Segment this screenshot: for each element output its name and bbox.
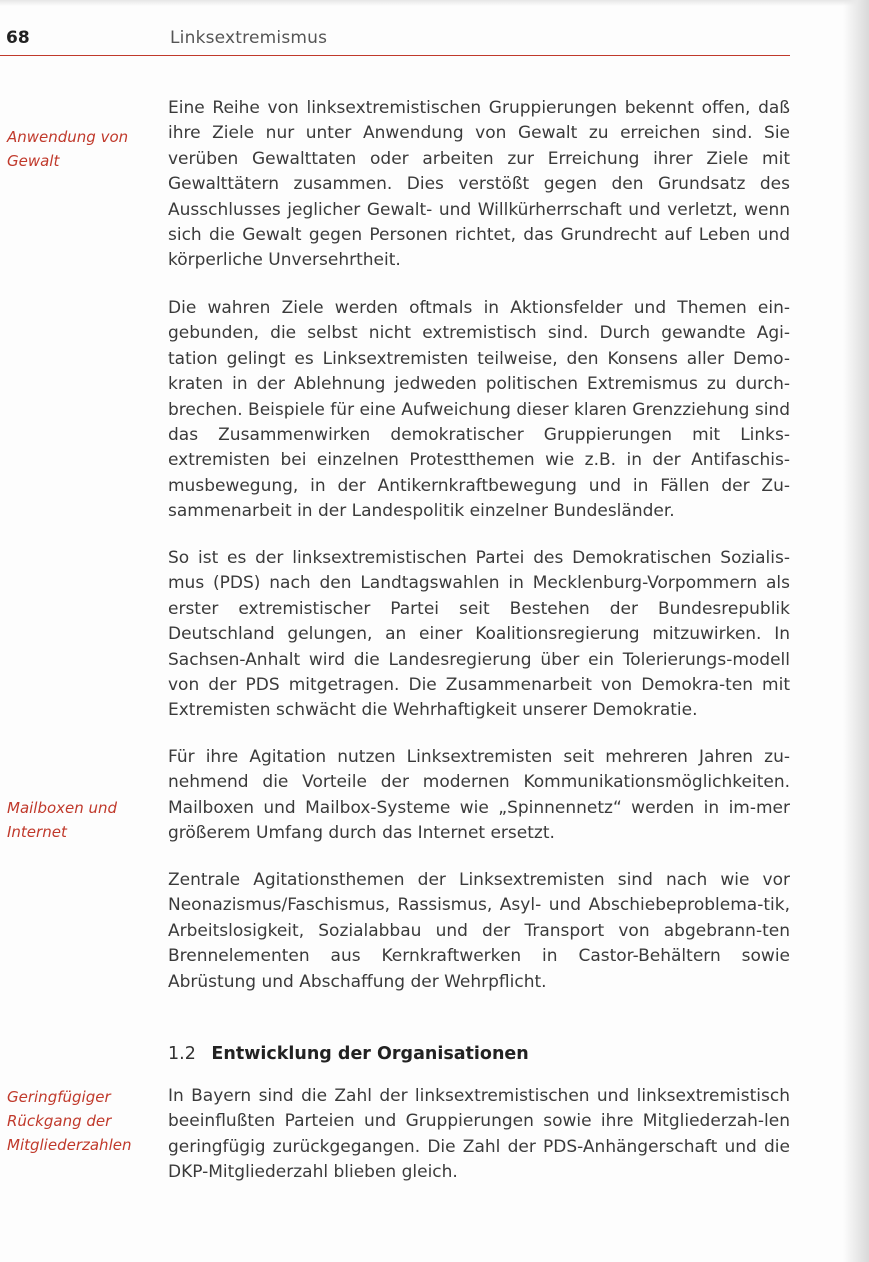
paragraph-organisationen: In Bayern sind die Zahl der linksextremistischen und linksextremistisch beeinflußten Parteien und Gruppierungen sowie ihre Mitgliederzah-len geringfügig zurückgegangen. Die Zahl der PDS-Anhängerschaft und die DKP-Mitgliederzahl blieben gleich.	[168, 1086, 790, 1183]
section-number: 1.2	[168, 1044, 196, 1064]
margin-note-mailboxen	[7, 796, 157, 844]
margin-note-line: Geringfügiger	[7, 1088, 111, 1106]
margin-note-line: Rückgang der	[7, 1112, 112, 1130]
margin-note-line: Anwendung von	[7, 128, 129, 146]
margin-note-mitgliederzahlen	[7, 1085, 157, 1157]
margin-note-line: Internet	[7, 823, 67, 841]
section-heading	[168, 1044, 529, 1064]
section-title: Entwicklung der Organisationen	[211, 1044, 529, 1064]
margin-note-line: Mitgliederzahlen	[7, 1136, 132, 1154]
header-rule	[0, 55, 790, 56]
page-top-shadow	[0, 0, 869, 6]
page-header	[0, 28, 790, 54]
margin-note-line: Gewalt	[7, 152, 60, 170]
paragraph-aktionsfelder: Die wahren Ziele werden oftmals in Aktionsfelder und Themen ein-gebunden, die selbst nicht extremistisch sind. Durch gewandte Agi-tation gelingt es Linksextremisten teilweise, den Konsens aller Demo-kraten in der Ablehnung jedweden politischen Extremismus zu durch-brechen. Beispiele für eine Aufweichung dieser klaren Grenzziehung sind das Zusammenwirken demokratischer Gruppierungen mit Links-extremisten bei einzelnen Protestthemen wie z.B. in der Antifaschis-musbewegung, in der Antikernkraftbewegung und in Fällen der Zu-sammenarbeit in der Landespolitik einzelner Bundesländer.	[168, 298, 790, 522]
paragraph-mailboxen: Für ihre Agitation nutzen Linksextremisten seit mehreren Jahren zu-nehmend die Vorteile der modernen Kommunikationsmöglichkeiten. Mailboxen und Mailbox-Systeme wie „Spinnennetz“ werden in im-mer größerem Umfang durch das Internet ersetzt.	[168, 747, 790, 844]
page-number: 68	[6, 28, 30, 48]
page-edge-shadow	[843, 0, 869, 1262]
paragraph-agitationsthemen: Zentrale Agitationsthemen der Linksextremisten sind nach wie vor Neonazismus/Faschismus, Rassismus, Asyl- und Abschiebeproblema-tik, Arbeitslosigkeit, Sozialabbau und der Transport von abgebrann-ten Brennelementen aus Kernkraftwerken in Castor-Behältern sowie Abrüstung und Abschaffung der Wehrpflicht.	[168, 870, 790, 992]
running-title: Linksextremismus	[170, 28, 328, 48]
margin-note-gewalt	[7, 125, 157, 173]
paragraph-gewalt: Eine Reihe von linksextremistischen Gruppierungen bekennt offen, daß ihre Ziele nur unter Anwendung von Gewalt zu erreichen sind. Sie verüben Gewalttaten oder arbeiten zur Erreichung ihrer Ziele mit Gewalttätern zusammen. Dies verstößt gegen den Grundsatz des Ausschlusses jeglicher Gewalt- und Willkürherrschaft und verletzt, wenn sich die Gewalt gegen Personen richtet, das Grundrecht auf Leben und körperliche Unversehrtheit.	[168, 98, 790, 271]
margin-note-line: Mailboxen und	[7, 799, 118, 817]
paragraph-pds: So ist es der linksextremistischen Partei des Demokratischen Sozialis-mus (PDS) nach den Landtagswahlen in Mecklenburg-Vorpommern als erster extremistischer Partei seit Bestehen der Bundesrepublik Deutschland gelungen, an einer Koalitionsregierung mitzuwirken. In Sachsen-Anhalt wird die Landesregierung über ein Tolerierungs-modell von der PDS mitgetragen. Die Zusammenarbeit von Demokra-ten mit Extremisten schwächt die Wehrhaftigkeit unserer Demokratie.	[168, 548, 790, 721]
